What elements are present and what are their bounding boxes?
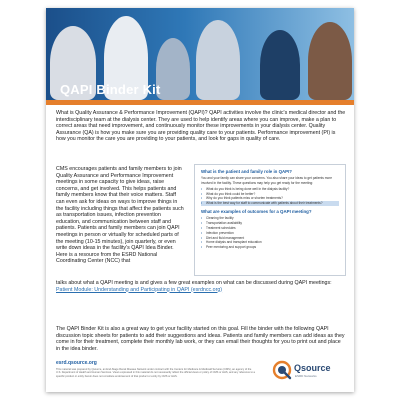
panel-heading-outcomes: What are examples of outcomes for a QAPI meeting? (201, 209, 312, 214)
page-title: QAPI Binder Kit (60, 82, 161, 97)
embedded-qapi-panel (194, 164, 346, 276)
panel-outcome-list (201, 216, 339, 250)
binder-paragraph: The QAPI Binder Kit is also a great way to get your facility started on this goal. Fill the binder with the following QAPI discussion topic sheets for patients to add their suggestions and ideas. Patients and family members can add ideas as they come in for their treatment, complete their monthly lab work, or they can email their thoughts for you to print out and place in the idea binder. (56, 326, 345, 352)
list-item: • Cleaning the facility (201, 216, 339, 221)
panel-heading-role: What is the patient and family role in QAPI? (201, 169, 292, 174)
patient-module-link[interactable]: Patient Module: Understanding and Participating in QAPI (esrdncc.org) (56, 286, 223, 293)
list-item: • Infection prevention (201, 231, 339, 236)
list-item: • Peer mentoring and support groups (201, 245, 339, 250)
hero-person (260, 30, 300, 100)
hero-photo (46, 8, 354, 100)
hero-person (196, 20, 240, 100)
list-item: • Diet and fluid management (201, 236, 339, 241)
list-item: • Transportation availability (201, 221, 339, 226)
list-item: • Why do you think patients miss or shorten treatments? (201, 196, 339, 201)
cms-paragraph: CMS encourages patients and family members to join Quality Assurance and Performance Improvement meetings in some capacity to give ideas, raise concerns, and get involved. This helps patients and family members know that their voice matters. Staff can even ask for ideas on ways to improve things in the facility including things that affect the patients such as transportation issues, infection prevention education, and communication between staff and patients. Patients and family members can join QAPI meetings in person or virtually for scheduled parts of the meeting (10-15 minutes), join quarterly, or even write down ideas in the facility's QAPI Idea Binder. Here is a resource from the ESRD National Coordinating Center (NCC) that (56, 166, 184, 265)
list-item: • Home dialysis and transplant education (201, 240, 339, 245)
logo-name: Qsource (294, 363, 331, 373)
list-item: • What do you think could be better? (201, 192, 339, 197)
list-item: • What is the best way for staff to communicate with patients about their treatments? (201, 201, 339, 206)
logo-tagline: ESRD Networks (295, 374, 317, 378)
panel-question-list (201, 187, 339, 206)
panel-intro: You and your family can share your concerns. You also share your ideas to get patients more involved in the facility. These questions may help you get ready for the meeting: (201, 176, 332, 185)
list-item: • Treatment schedules (201, 226, 339, 231)
meeting-paragraph (56, 280, 346, 293)
disclaimer-text: This material was prepared by Qsource, an End-Stage Renal Disease Network under contract with the Centers for Medicare & Medicaid Services (CMS), an agency of the U.S. Department of Health and Human Services. Views expressed in this material do not necessarily reflect the official views or policy of CMS or HHS, and any reference to a specific product or entity herein does not constitute endorsement of that product or entity by CMS or HHS. (56, 368, 255, 378)
qsource-logo (272, 358, 344, 384)
hero-person (308, 22, 352, 100)
meeting-text: talks about what a QAPI meeting is and gives a few great examples on what can be discussed during QAPI meetings: (56, 280, 332, 286)
list-item: • What do you think is being done well in the dialysis facility? (201, 187, 339, 192)
hero-person (156, 38, 190, 100)
website-link[interactable]: esrd.qsource.org (56, 360, 97, 366)
accent-strip (46, 100, 354, 105)
document-page (46, 8, 354, 392)
qsource-logo-icon (272, 360, 292, 380)
intro-paragraph: What is Quality Assurance & Performance Improvement (QAPI)? QAPI activities involve the clinic's medical director and the interdisciplinary team at the dialysis center. They are used to help identify areas where you can improve, make a plan to correct areas that need improvement, and continuously monitor these improvements in your dialysis center. Quality Assurance (QA) is how you make sure you are providing quality care to your patients. Performance improvement (PI) is how you monitor the care you are providing to your patients, and look for gaps in quality of care. (56, 110, 346, 143)
